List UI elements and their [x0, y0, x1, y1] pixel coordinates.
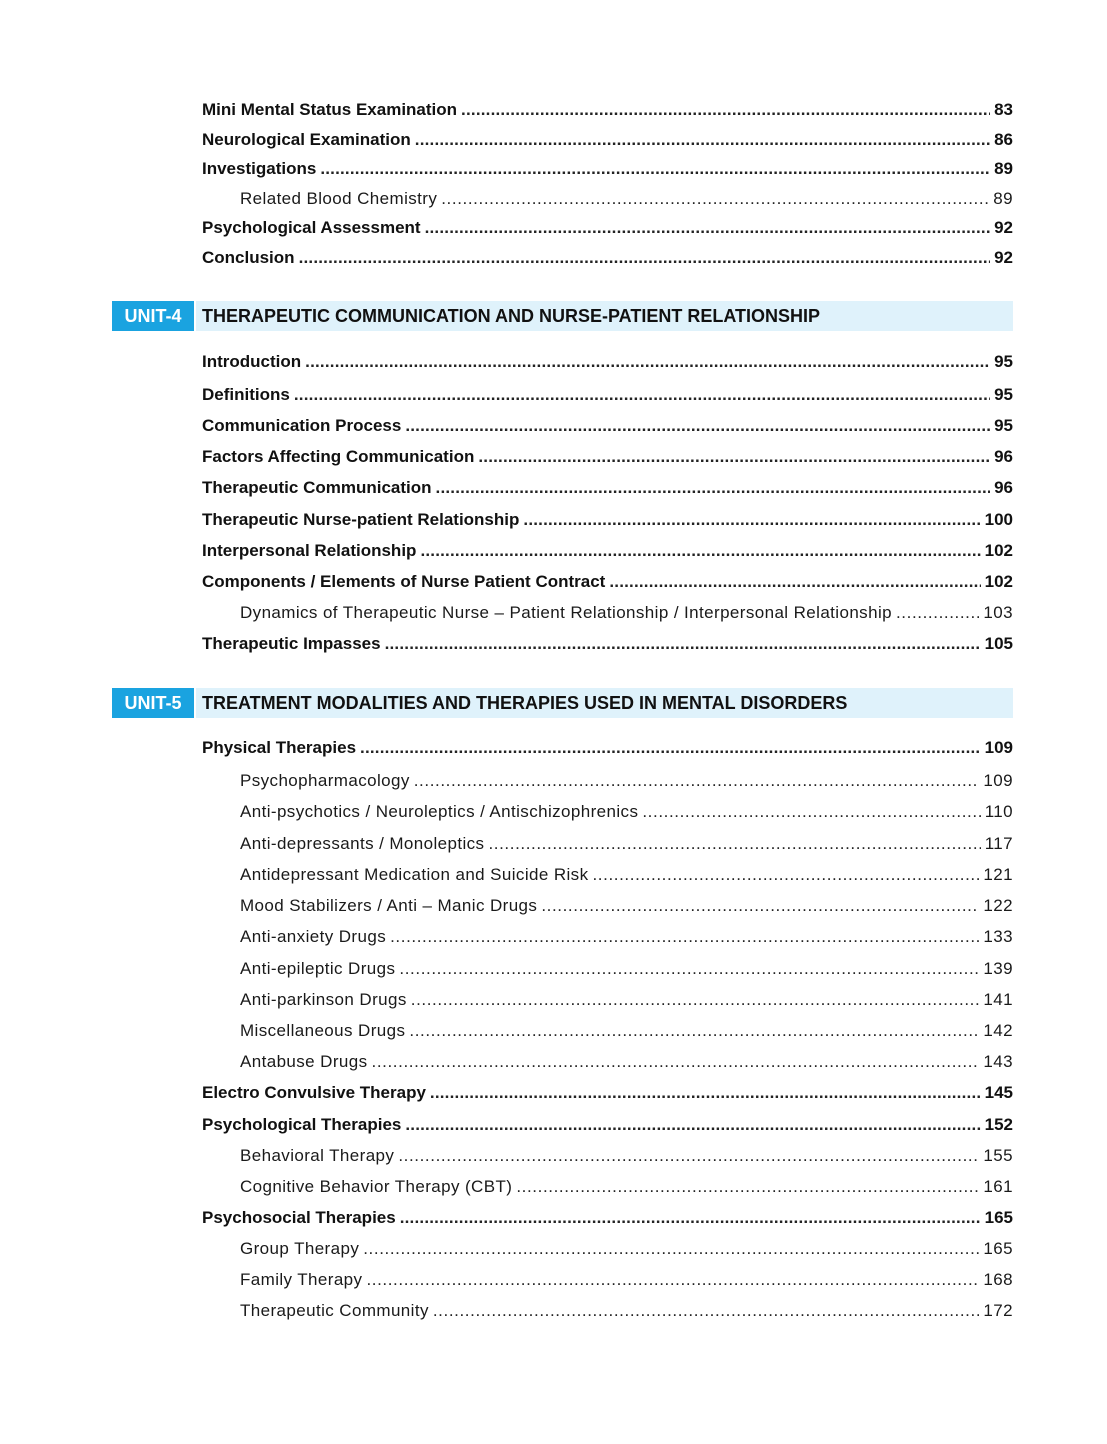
toc-entry-page: 102: [984, 572, 1013, 591]
toc-entry-title: Anti-epileptic Drugs: [240, 959, 396, 978]
toc-entry-title: Electro Convulsive Therapy: [202, 1083, 426, 1102]
toc-entry-title: Anti-psychotics / Neuroleptics / Antischizophrenics: [240, 802, 639, 821]
toc-entry-interpersonal-relationship[interactable]: [202, 539, 1013, 563]
toc-entry-nurse-patient-contract[interactable]: [202, 570, 1013, 594]
toc-entry-page: 92: [994, 248, 1013, 267]
dot-leader: [478, 445, 990, 469]
toc-entry-title: Anti-anxiety Drugs: [240, 927, 387, 946]
toc-entry-therapeutic-impasses[interactable]: [202, 632, 1013, 656]
toc-entry-page: 109: [983, 771, 1013, 790]
toc-entry-page: 122: [983, 896, 1013, 915]
toc-entry-title: Interpersonal Relationship: [202, 541, 417, 560]
toc-entry-page: 92: [994, 218, 1013, 237]
toc-entry-page: 145: [984, 1083, 1013, 1102]
toc-entry-title: Definitions: [202, 385, 290, 404]
dot-leader: [405, 414, 990, 438]
dot-leader: [372, 1050, 980, 1074]
toc-entry-page: 121: [983, 865, 1013, 884]
toc-entry-page: 133: [983, 927, 1013, 946]
toc-entry-title: Introduction: [202, 352, 302, 371]
toc-entry-page: 165: [983, 1239, 1013, 1258]
toc-entry-investigations[interactable]: [202, 157, 1013, 181]
toc-entry-page: 139: [983, 959, 1013, 978]
toc-entry-page: 168: [983, 1270, 1013, 1289]
toc-subentry-anti-anxiety-drugs[interactable]: [240, 925, 1013, 949]
toc-entry-page: 141: [983, 990, 1013, 1009]
toc-entry-conclusion[interactable]: [202, 246, 1013, 270]
toc-entry-title: Communication Process: [202, 416, 402, 435]
toc-entry-mini-mental-status-examination[interactable]: [202, 98, 1013, 122]
unit-title: TREATMENT MODALITIES AND THERAPIES USED IN MENTAL DISORDERS: [196, 688, 1013, 718]
toc-entry-page: 95: [994, 416, 1013, 435]
dot-leader: [430, 1081, 981, 1105]
toc-subentry-anti-epileptic-drugs[interactable]: [240, 957, 1013, 981]
toc-entry-title: Therapeutic Impasses: [202, 634, 381, 653]
dot-leader: [433, 1299, 980, 1323]
toc-entry-page: 95: [994, 385, 1013, 404]
toc-entry-page: 100: [984, 510, 1013, 529]
dot-leader: [441, 187, 989, 211]
toc-entry-title: Psychological Therapies: [202, 1115, 402, 1134]
toc-entry-title: Miscellaneous Drugs: [240, 1021, 406, 1040]
toc-entry-page: 103: [983, 603, 1013, 622]
toc-subentry-cognitive-behavior-therapy[interactable]: [240, 1175, 1013, 1199]
dot-leader: [294, 383, 990, 407]
dot-leader: [405, 1113, 980, 1137]
toc-entry-page: 96: [994, 447, 1013, 466]
dot-leader: [516, 1175, 979, 1199]
unit-badge: UNIT-5: [112, 688, 194, 718]
dot-leader: [366, 1268, 979, 1292]
dot-leader: [461, 98, 990, 122]
toc-entry-title: Group Therapy: [240, 1239, 360, 1258]
dot-leader: [409, 1019, 979, 1043]
toc-entry-page: 109: [984, 738, 1013, 757]
toc-entry-page: 102: [984, 541, 1013, 560]
dot-leader: [390, 925, 979, 949]
dot-leader: [363, 1237, 979, 1261]
toc-entry-title: Family Therapy: [240, 1270, 363, 1289]
toc-entry-title: Mini Mental Status Examination: [202, 100, 458, 119]
toc-subentry-antabuse-drugs[interactable]: [240, 1050, 1013, 1074]
toc-entry-neurological-examination[interactable]: [202, 128, 1013, 152]
dot-leader: [523, 508, 980, 532]
toc-entry-title: Antabuse Drugs: [240, 1052, 368, 1071]
toc-subentry-psychopharmacology[interactable]: [240, 769, 1013, 793]
toc-entry-title: Conclusion: [202, 248, 295, 267]
toc-entry-title: Investigations: [202, 159, 317, 178]
toc-entry-title: Dynamics of Therapeutic Nurse – Patient Relationship / Interpersonal Relationship: [240, 603, 892, 622]
toc-entry-electro-convulsive-therapy[interactable]: [202, 1081, 1013, 1105]
toc-entry-page: 89: [994, 159, 1013, 178]
toc-entry-psychosocial-therapies[interactable]: [202, 1206, 1013, 1230]
toc-entry-communication-process[interactable]: [202, 414, 1013, 438]
toc-entry-title: Psychopharmacology: [240, 771, 410, 790]
toc-subentry-anti-psychotics[interactable]: [240, 800, 1013, 824]
toc-entry-title: Neurological Examination: [202, 130, 411, 149]
dot-leader: [305, 350, 990, 374]
toc-entry-title: Components / Elements of Nurse Patient Contract: [202, 572, 606, 591]
toc-entry-factors-affecting-communication[interactable]: [202, 445, 1013, 469]
toc-entry-page: 142: [983, 1021, 1013, 1040]
toc-entry-page: 152: [984, 1115, 1013, 1134]
dot-leader: [415, 128, 990, 152]
dot-leader: [436, 476, 991, 500]
toc-entry-page: 83: [994, 100, 1013, 119]
toc-subentry-anti-parkinson-drugs[interactable]: [240, 988, 1013, 1012]
dot-leader: [896, 601, 979, 625]
toc-entry-title: Anti-parkinson Drugs: [240, 990, 407, 1009]
toc-subentry-antidepressant-suicide-risk[interactable]: [240, 863, 1013, 887]
toc-subentry-anti-depressants[interactable]: [240, 832, 1013, 856]
toc-entry-therapeutic-nurse-patient-relationship[interactable]: [202, 508, 1013, 532]
dot-leader: [420, 539, 980, 563]
toc-entry-title: Cognitive Behavior Therapy (CBT): [240, 1177, 513, 1196]
dot-leader: [592, 863, 979, 887]
toc-subentry-family-therapy[interactable]: [240, 1268, 1013, 1292]
toc-entry-title: Antidepressant Medication and Suicide Risk: [240, 865, 589, 884]
dot-leader: [398, 1144, 979, 1168]
toc-entry-title: Factors Affecting Communication: [202, 447, 475, 466]
dot-leader: [399, 957, 979, 981]
toc-subentry-related-blood-chemistry[interactable]: [240, 187, 1013, 211]
toc-entry-title: Physical Therapies: [202, 738, 357, 757]
toc-entry-page: 165: [984, 1208, 1013, 1227]
dot-leader: [385, 632, 981, 656]
dot-leader: [609, 570, 980, 594]
dot-leader: [411, 988, 980, 1012]
toc-entry-page: 96: [994, 478, 1013, 497]
toc-entry-psychological-assessment[interactable]: [202, 216, 1013, 240]
dot-leader: [414, 769, 980, 793]
dot-leader: [320, 157, 990, 181]
toc-entry-page: 110: [984, 802, 1013, 821]
toc-entry-physical-therapies[interactable]: [202, 736, 1013, 760]
unit-4-header: [112, 301, 1013, 331]
toc-entry-introduction[interactable]: [202, 350, 1013, 374]
dot-leader: [642, 800, 980, 824]
toc-entry-page: 117: [984, 834, 1013, 853]
unit-badge: UNIT-4: [112, 301, 194, 331]
toc-entry-page: 105: [984, 634, 1013, 653]
toc-subentry-mood-stabilizers[interactable]: [240, 894, 1013, 918]
toc-entry-title: Therapeutic Communication: [202, 478, 432, 497]
toc-entry-psychological-therapies[interactable]: [202, 1113, 1013, 1137]
toc-subentry-dynamics-of-therapeutic-relationship[interactable]: [240, 601, 1013, 625]
dot-leader: [299, 246, 991, 270]
toc-subentry-group-therapy[interactable]: [240, 1237, 1013, 1261]
toc-entry-title: Psychological Assessment: [202, 218, 421, 237]
toc-subentry-behavioral-therapy[interactable]: [240, 1144, 1013, 1168]
toc-entry-title: Behavioral Therapy: [240, 1146, 395, 1165]
dot-leader: [400, 1206, 981, 1230]
toc-entry-page: 95: [994, 352, 1013, 371]
toc-entry-page: 143: [983, 1052, 1013, 1071]
toc-entry-page: 89: [993, 189, 1013, 208]
toc-entry-title: Therapeutic Community: [240, 1301, 429, 1320]
toc-entry-page: 86: [994, 130, 1013, 149]
toc-entry-page: 172: [983, 1301, 1013, 1320]
unit-5-header: [112, 688, 1013, 718]
toc-entry-title: Psychosocial Therapies: [202, 1208, 396, 1227]
toc-entry-definitions[interactable]: [202, 383, 1013, 407]
toc-subentry-therapeutic-community[interactable]: [240, 1299, 1013, 1323]
toc-entry-title: Related Blood Chemistry: [240, 189, 438, 208]
toc-entry-title: Anti-depressants / Monoleptics: [240, 834, 485, 853]
toc-entry-page: 155: [983, 1146, 1013, 1165]
toc-entry-title: Therapeutic Nurse-patient Relationship: [202, 510, 520, 529]
unit-title: THERAPEUTIC COMMUNICATION AND NURSE-PATIENT RELATIONSHIP: [196, 301, 1013, 331]
toc-entry-title: Mood Stabilizers / Anti – Manic Drugs: [240, 896, 538, 915]
toc-entry-therapeutic-communication[interactable]: [202, 476, 1013, 500]
toc-entry-page: 161: [983, 1177, 1013, 1196]
dot-leader: [425, 216, 991, 240]
dot-leader: [541, 894, 979, 918]
toc-subentry-miscellaneous-drugs[interactable]: [240, 1019, 1013, 1043]
dot-leader: [360, 736, 981, 760]
dot-leader: [488, 832, 980, 856]
